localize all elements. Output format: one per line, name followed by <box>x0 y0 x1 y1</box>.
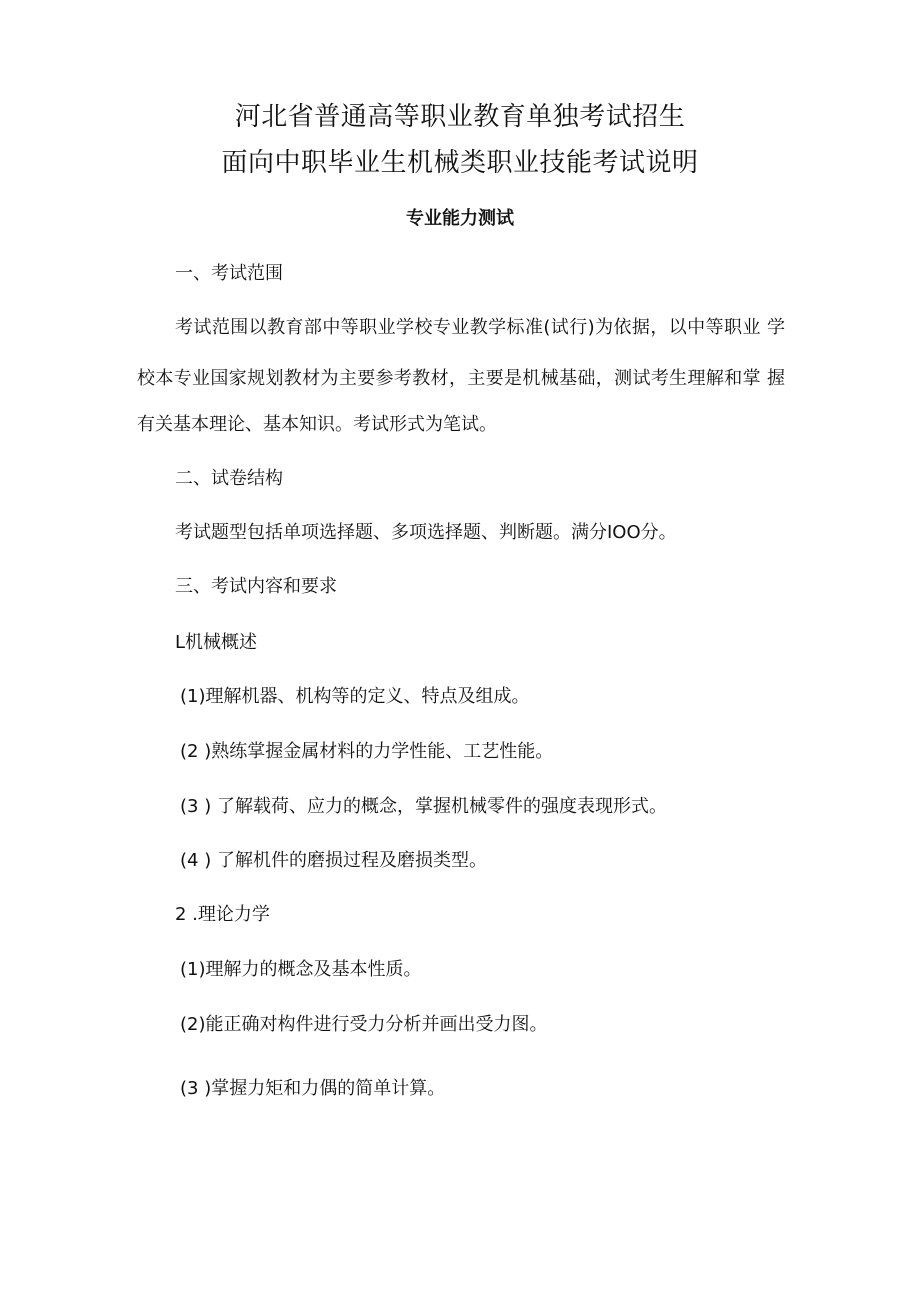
section2-paragraph: 考试题型包括单项选择题、多项选择题、判断题。满分IOO分。 <box>175 522 677 543</box>
subsection2-item-3: (3 )掌握力矩和力偶的简单计算。 <box>180 1078 446 1099</box>
section1-paragraph-line1: 考试范围以教育部中等职业学校专业教学标准(试行)为依据，以中等职业 学 <box>175 317 785 338</box>
document-title-line1: 河北省普通高等职业教育单独考试招生 <box>234 102 686 132</box>
subsection2-heading: 2 .理论力学 <box>175 904 270 925</box>
subsection2-item-1: (1)理解力的概念及基本性质。 <box>180 959 422 980</box>
subsection1-item-4: (4 ) 了解机件的磨损过程及磨损类型。 <box>180 850 487 871</box>
subsection1-item-1: (1)理解机器、机构等的定义、特点及组成。 <box>180 686 530 707</box>
document-subtitle: 专业能力测试 <box>406 208 514 229</box>
section3-heading: 三、考试内容和要求 <box>175 576 337 597</box>
subsection1-item-3: (3 ) 了解载荷、应力的概念，掌握机械零件的强度表现形式。 <box>180 796 667 817</box>
document-title-line2: 面向中职毕业生机械类职业技能考试说明 <box>221 148 699 178</box>
subsection2-item-2: (2)能正确对构件进行受力分析并画出受力图。 <box>180 1014 548 1035</box>
subsection1-heading: L机械概述 <box>175 632 258 653</box>
section1-heading: 一、考试范围 <box>175 263 283 284</box>
section1-paragraph-line3: 有关基本理论、基本知识。考试形式为笔试。 <box>137 414 497 435</box>
subsection1-item-2: (2 )熟练掌握金属材料的力学性能、工艺性能。 <box>180 741 554 762</box>
section1-paragraph-line2: 校本专业国家规划教材为主要参考教材，主要是机械基础，测试考生理解和掌 握 <box>137 368 785 389</box>
section2-heading: 二、试卷结构 <box>175 468 283 489</box>
